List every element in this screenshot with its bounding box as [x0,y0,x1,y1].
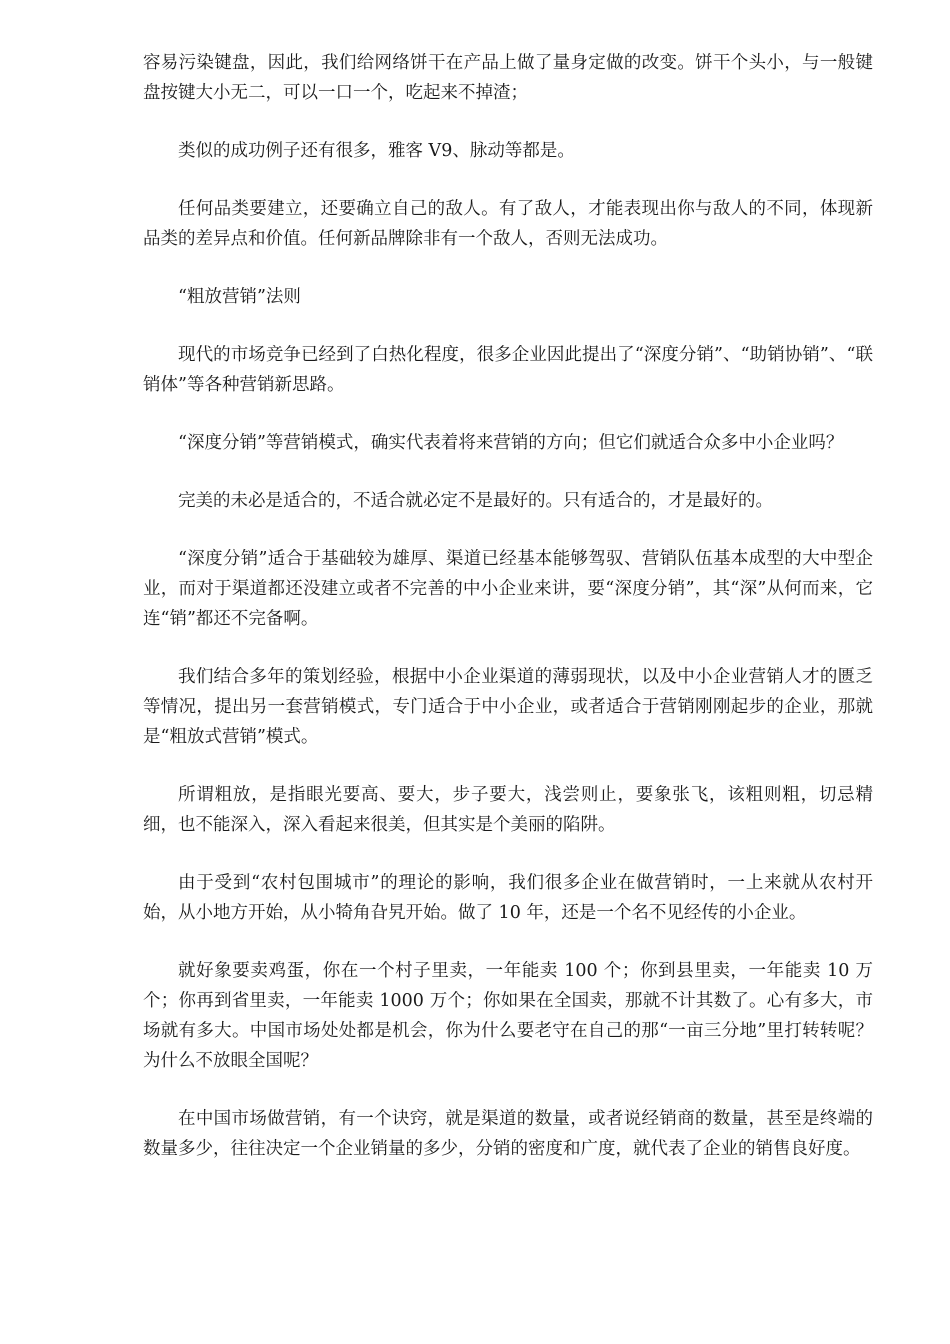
paragraph: 由于受到“农村包围城市”的理论的影响，我们很多企业在做营销时，一上来就从农村开始，从小地方开始，从小犄角旮旯开始。做了 10 年，还是一个名不见经传的小企业。 [143,873,873,923]
paragraph: 任何品类要建立，还要确立自己的敌人。有了敌人，才能表现出你与敌人的不同，体现新品类的差异点和价值。任何新品牌除非有一个敌人，否则无法成功。 [143,199,873,249]
paragraph: 所谓粗放，是指眼光要高、要大，步子要大，浅尝则止，要象张飞，该粗则粗，切忌精细，也不能深入，深入看起来很美，但其实是个美丽的陷阱。 [143,785,873,835]
paragraph: 我们结合多年的策划经验，根据中小企业渠道的薄弱现状，以及中小企业营销人才的匮乏等情况，提出另一套营销模式，专门适合于中小企业，或者适合于营销刚刚起步的企业，那就是“粗放式营销”模式。 [143,667,873,747]
paragraph: “深度分销”适合于基础较为雄厚、渠道已经基本能够驾驭、营销队伍基本成型的大中型企业，而对于渠道都还没建立或者不完善的中小企业来讲，要“深度分销”，其“深”从何而来，它连“销”都还不完备啊。 [143,549,873,629]
paragraph: 容易污染键盘，因此，我们给网络饼干在产品上做了量身定做的改变。饼干个头小，与一般键盘按键大小无二，可以一口一个，吃起来不掉渣； [143,53,873,103]
section-heading: “粗放营销”法则 [178,287,301,307]
paragraph: 在中国市场做营销，有一个诀窍，就是渠道的数量，或者说经销商的数量，甚至是终端的数量多少，往往决定一个企业销量的多少，分销的密度和广度，就代表了企业的销售良好度。 [143,1109,873,1159]
paragraph: 完美的未必是适合的，不适合就必定不是最好的。只有适合的，才是最好的。 [178,491,773,511]
paragraph: “深度分销”等营销模式，确实代表着将来营销的方向；但它们就适合众多中小企业吗？ [178,433,844,453]
paragraph: 就好象要卖鸡蛋，你在一个村子里卖，一年能卖 100 个；你到县里卖，一年能卖 10 万个；你再到省里卖，一年能卖 1000 万个；你如果在全国卖，那就不计其数了。心有多大，市场就有多大。中国市场处处都是机会，你为什么要老守在自己的那“一亩三分地”里打转转呢？为什么不放眼全国呢？ [143,961,873,1071]
paragraph: 现代的市场竞争已经到了白热化程度，很多企业因此提出了“深度分销”、“助销协销”、“联销体”等各种营销新思路。 [143,345,873,395]
paragraph: 类似的成功例子还有很多，雅客 V9、脉动等都是。 [178,141,575,161]
document-page [143,48,873,1192]
